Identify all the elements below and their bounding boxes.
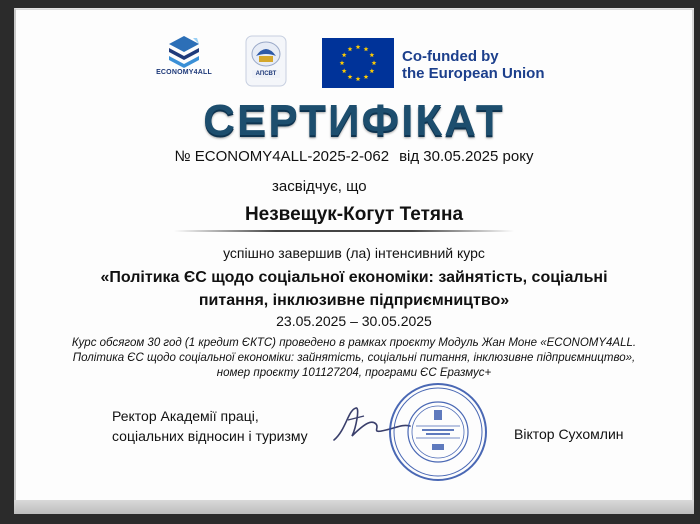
- eu-star: [364, 74, 369, 79]
- eu-star: [356, 44, 361, 49]
- completed-text: успішно завершив (ла) інтенсивний курс: [223, 245, 485, 261]
- eu-star: [348, 74, 353, 79]
- apset-emblem-icon: [244, 34, 288, 88]
- economy4all-logo: [154, 34, 214, 92]
- official-stamp: [386, 380, 490, 484]
- economy4all-caption: ECONOMY4ALL: [156, 69, 212, 76]
- course-description: [14, 336, 694, 381]
- certificate-title: СЕРТИФІКАТ: [203, 96, 505, 145]
- eu-star: [369, 68, 374, 73]
- eu-line-1: Co-funded by: [402, 48, 499, 65]
- economy4all-logo-icon: [167, 34, 201, 68]
- eu-line-2: the European Union: [402, 65, 545, 82]
- eu-stars-icon: [322, 38, 394, 88]
- certifies-text: засвідчує, що: [272, 178, 367, 195]
- rector-title-line-1: Ректор Академії праці,: [112, 408, 259, 424]
- eu-star: [340, 60, 345, 65]
- course-title-line-1: «Політика ЄС щодо соціальної економіки: зайнятість, соціальні: [100, 269, 608, 286]
- eu-flag: [322, 38, 394, 88]
- eu-star: [364, 47, 369, 52]
- rector-title-line-2: соціальних відносин і туризму: [112, 428, 308, 444]
- apset-logo: [244, 34, 288, 88]
- recipient-name: Незвещук-Когут Тетяна: [244, 204, 464, 225]
- course-title-line-2: питання, інклюзивне підприємництво»: [198, 292, 510, 309]
- eu-star: [342, 68, 347, 73]
- course-title: [14, 266, 694, 312]
- name-divider: [174, 230, 514, 232]
- apset-caption: АПСВТ: [255, 71, 277, 77]
- eu-star: [356, 76, 361, 81]
- description-line-1: Курс обсягом 30 год (1 кредит ЄКТС) проведено в рамках проєкту Модуль Жан Моне «ECONOMY4ALL.: [71, 337, 637, 349]
- eu-star: [372, 60, 377, 65]
- certificate: [14, 8, 694, 514]
- rector-title: [112, 406, 308, 446]
- eu-cofunded-text: [402, 48, 545, 82]
- rector-name: Віктор Сухомлин: [514, 426, 624, 442]
- certificate-number: № ECONOMY4ALL-2025-2-062: [174, 148, 390, 165]
- description-line-3: номер проєкту 101127204, програми ЄС Еразмус+: [216, 367, 492, 379]
- eu-star: [342, 52, 347, 57]
- eu-star: [348, 47, 353, 52]
- bottom-border: [14, 500, 694, 514]
- certificate-number-line: [14, 148, 694, 165]
- certificate-date: від 30.05.2025 року: [399, 148, 534, 165]
- eu-star: [369, 52, 374, 57]
- course-dates: 23.05.2025 – 30.05.2025: [276, 313, 432, 329]
- description-line-2: Політика ЄС щодо соціальної економіки: зайнятість, соціальні питання, інклюзивне підприємництво»,: [72, 352, 636, 364]
